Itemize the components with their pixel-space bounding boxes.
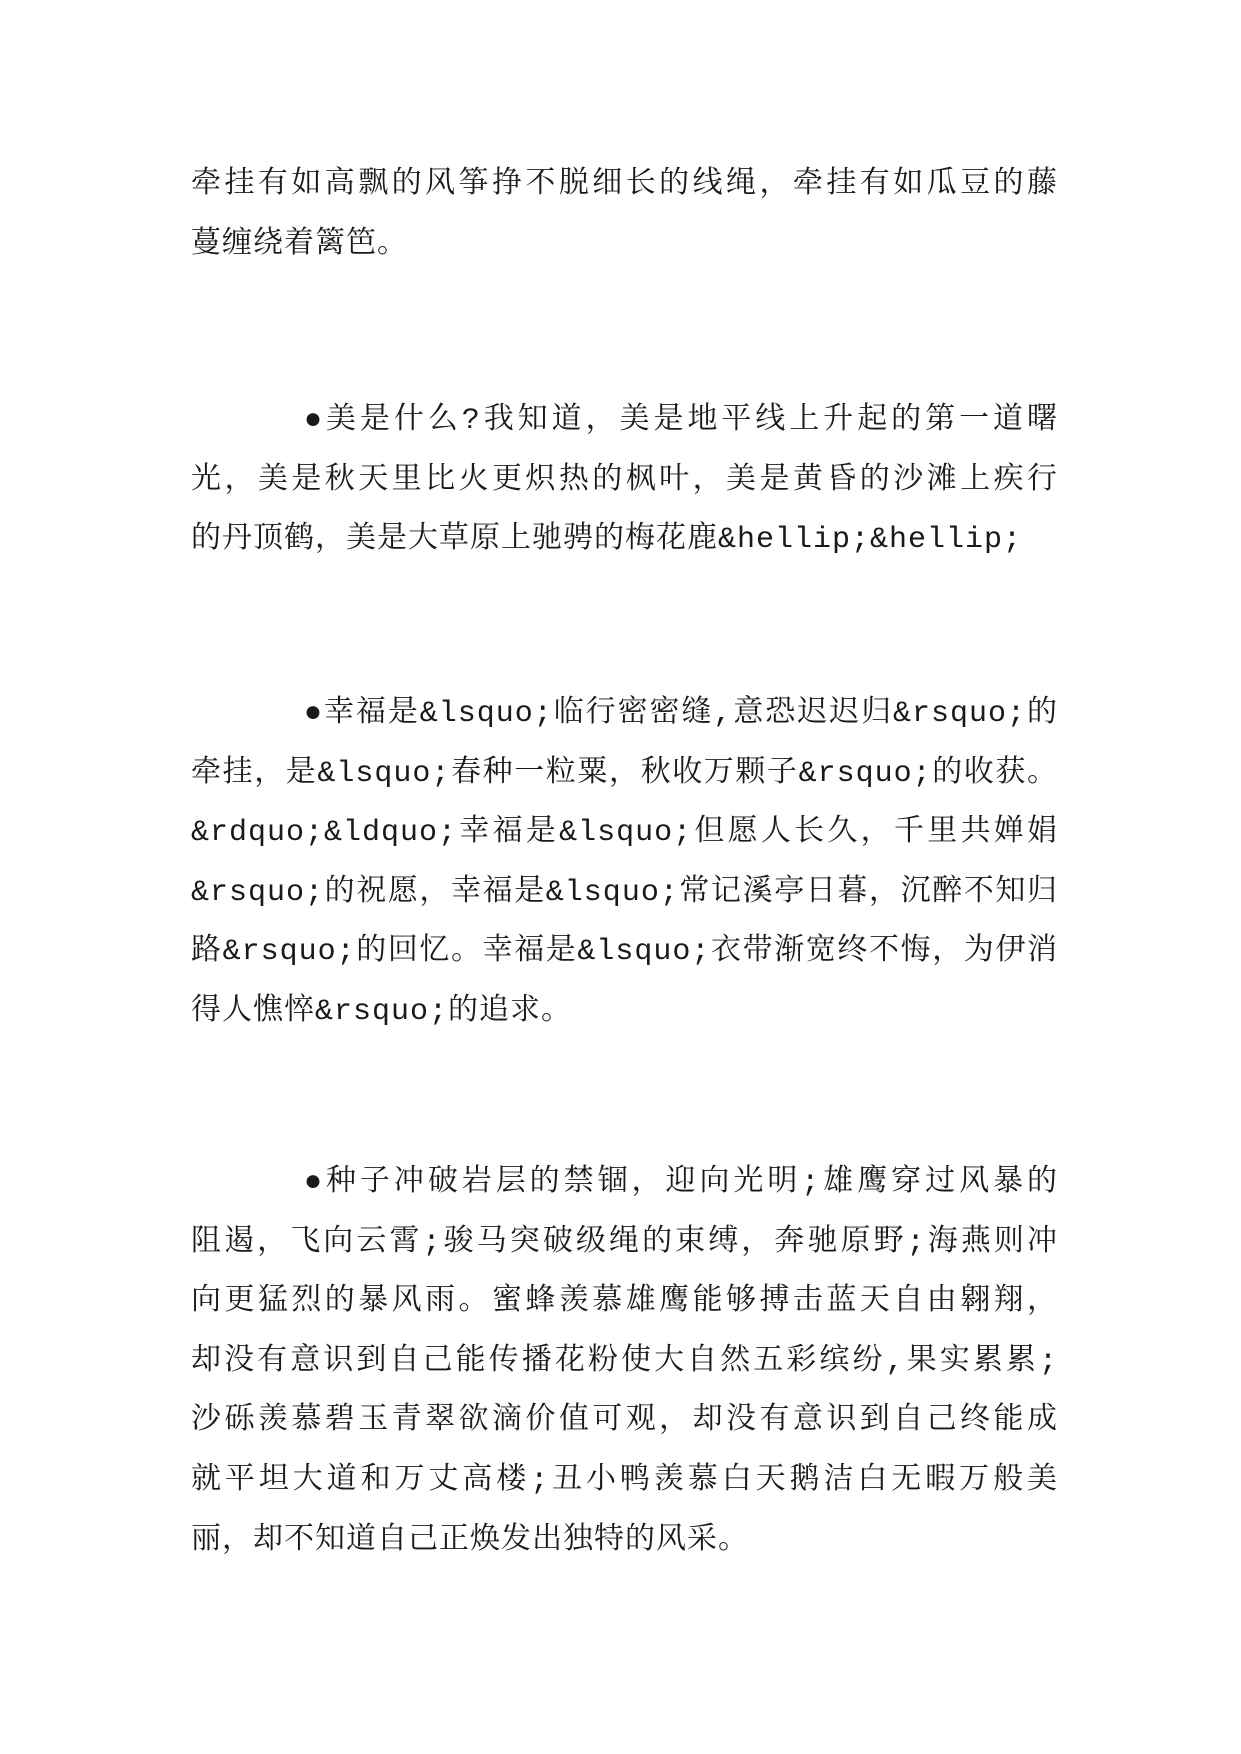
paragraph [191,1154,1058,1571]
paragraph-line: 得人憔悴&rsquo;的追求。 [191,994,573,1029]
paragraph-line: 丽，却不知道自己正焕发出独特的风采。 [191,1523,749,1558]
paragraph [191,392,1058,571]
paragraph-line: &rsquo;的祝愿，幸福是&lsquo;常记溪亭日暮，沉醉不知归 [191,875,1058,910]
paragraph-line: 牵挂，是&lsquo;春种一粒粟，秋收万颗子&rsquo;的收获。 [191,756,1058,791]
paragraph-line: 的丹顶鹤，美是大草原上驰骋的梅花鹿&hellip;&hellip; [191,523,1023,558]
paragraph-line: 蔓缠绕着篱笆。 [191,227,408,262]
paragraph-line: 阻遏，飞向云霄;骏马突破级绳的束缚，奔驰原野;海燕则冲 [191,1225,1058,1260]
paragraph-line: ●美是什么?我知道，美是地平线上升起的第一道曙 [304,404,1058,438]
paragraph-line: 沙砾羡慕碧玉青翠欲滴价值可观，却没有意识到自己终能成 [191,1404,1058,1439]
paragraph-line: ●种子冲破岩层的禁锢，迎向光明;雄鹰穿过风暴的 [304,1166,1058,1200]
paragraph-line: 牵挂有如高飘的风筝挣不脱细长的线绳，牵挂有如瓜豆的藤 [191,168,1058,202]
paragraph-line: ●幸福是&lsquo;临行密密缝,意恐迟迟归&rsquo;的 [304,697,1058,731]
paragraph [191,156,1058,275]
paragraph-line: 就平坦大道和万丈高楼;丑小鸭羡慕白天鹅洁白无暇万般美 [191,1463,1058,1498]
paragraph-line: 却没有意识到自己能传播花粉使大自然五彩缤纷,果实累累; [191,1344,1058,1379]
paragraph-line: 路&rsquo;的回忆。幸福是&lsquo;衣带渐宽终不悔，为伊消 [191,935,1058,970]
paragraph-line: &rdquo;&ldquo;幸福是&lsquo;但愿人长久，千里共婵娟 [191,816,1058,851]
paragraph-line: 光，美是秋天里比火更炽热的枫叶，美是黄昏的沙滩上疾行 [191,463,1058,498]
paragraph-line: 向更猛烈的暴风雨。蜜蜂羡慕雄鹰能够搏击蓝天自由翱翔， [191,1285,1058,1320]
paragraph [191,685,1058,1043]
